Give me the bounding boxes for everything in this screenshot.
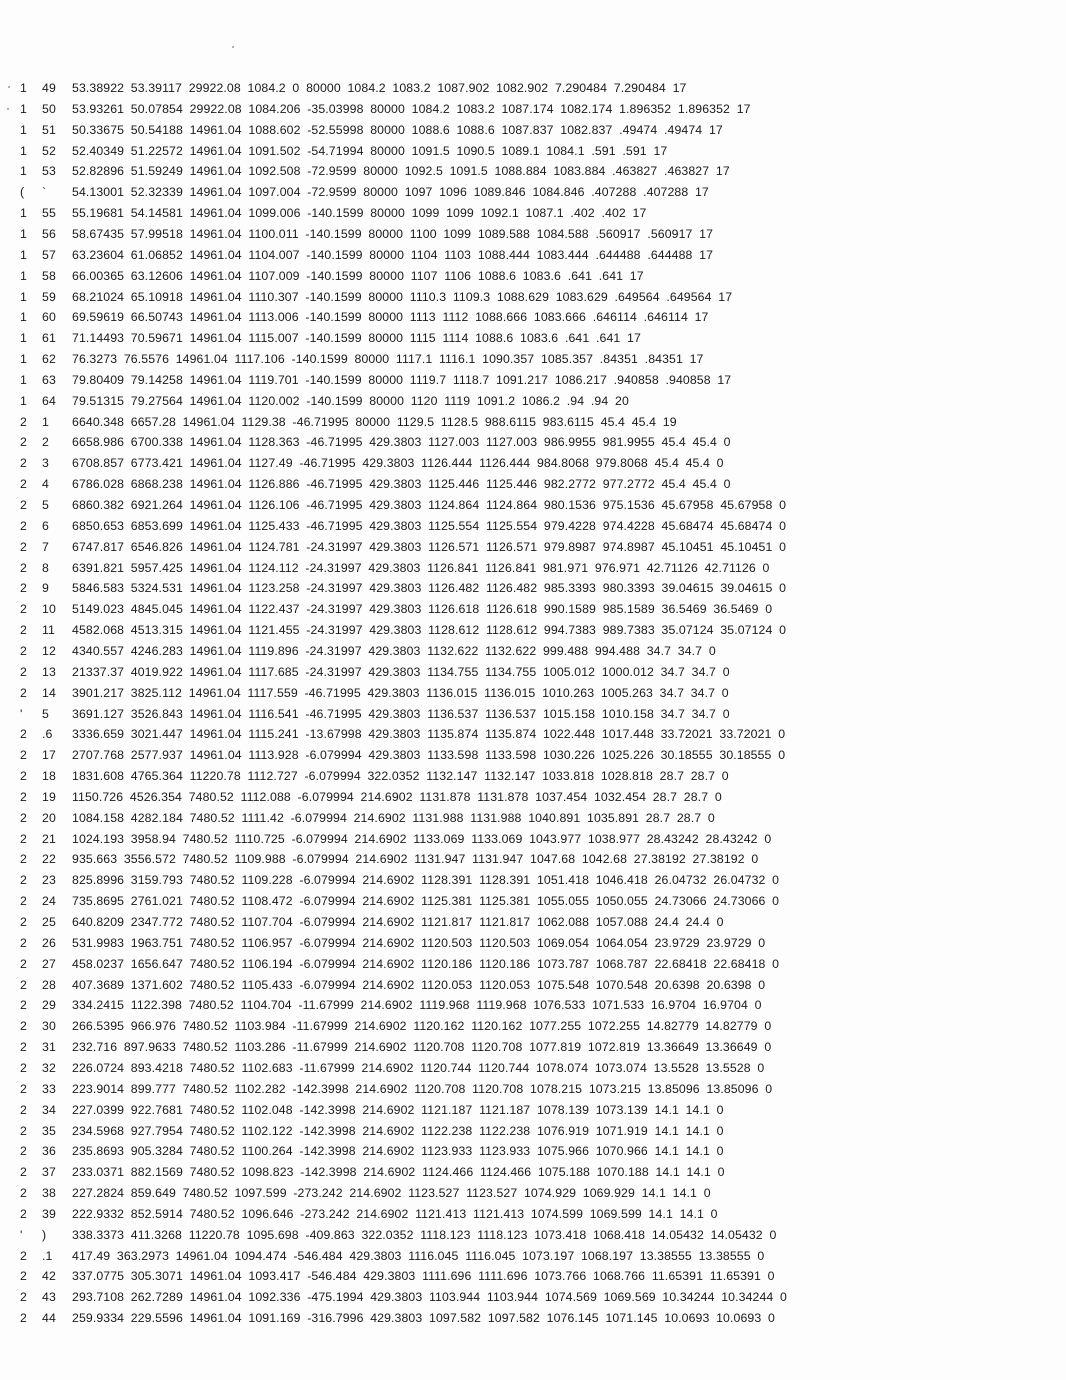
row-values: 223.9014 899.777 7480.52 1102.282 -142.3998 214.6902 1120.708 1120.708 1078.215 1073.215 13.85096 13.85096 0 [72, 1081, 773, 1096]
row-group-number: ' [20, 706, 23, 721]
row-group-number: 1 [20, 206, 27, 221]
row-index-number: 21 [42, 831, 56, 846]
row-values: 640.8209 2347.772 7480.52 1107.704 -6.079994 214.6902 1121.817 1121.817 1062.088 1057.088 24.4 24.4 0 [72, 915, 724, 929]
row-group-number: 2 [20, 727, 27, 742]
row-values: 53.93261 50.07854 29922.08 1084.206 -35.03998 80000 1084.2 1083.2 1087.174 1082.174 1.896352 1.896352 17 [72, 101, 751, 116]
row-index-number: 49 [42, 81, 56, 95]
row-group-number: 1 [20, 352, 27, 367]
row-values: 227.0399 922.7681 7480.52 1102.048 -142.3998 214.6902 1121.187 1121.187 1078.139 1073.139 14.1 14.1 0 [72, 1102, 724, 1117]
row-group-number: 2 [20, 560, 27, 575]
row-index-number: 26 [42, 935, 56, 950]
row-index-number: 56 [42, 226, 56, 241]
row-group-number: 2 [20, 477, 27, 492]
row-values: 6850.653 6853.699 14961.04 1125.433 -46.71995 429.3803 1125.554 1125.554 979.4228 974.4228 45.68474 45.68474 0 [72, 518, 787, 533]
row-values: 235.8693 905.3284 7480.52 1100.264 -142.3998 214.6902 1123.933 1123.933 1075.966 1070.966 14.1 14.1 0 [72, 1144, 724, 1159]
row-index-number: 5 [42, 498, 49, 512]
row-values: 1084.158 4282.184 7480.52 1111.42 -6.079994 214.6902 1131.988 1131.988 1040.891 1035.891 28.7 28.7 0 [72, 810, 715, 825]
row-group-number: 2 [20, 873, 27, 888]
row-group-number: 2 [20, 894, 27, 909]
row-values: 68.21024 65.10918 14961.04 1110.307 -140.1599 80000 1110.3 1109.3 1088.629 1083.629 .649564 .649564 17 [72, 289, 733, 304]
row-group-number: 2 [20, 664, 27, 679]
row-group-number: 2 [20, 831, 27, 846]
row-index-number: 33 [42, 1081, 56, 1096]
row-values: 1024.193 3958.94 7480.52 1110.725 -6.079994 214.6902 1133.069 1133.069 1043.977 1038.977 28.43242 28.43242 0 [72, 831, 772, 846]
row-index-number: 42 [42, 1269, 56, 1284]
row-values: 266.5395 966.976 7480.52 1103.984 -11.67999 214.6902 1120.162 1120.162 1077.255 1072.255 14.82779 14.82779 0 [72, 1019, 772, 1034]
row-values: 4340.557 4246.283 14961.04 1119.896 -24.31997 429.3803 1132.622 1132.622 999.488 994.488 34.7 34.7 0 [72, 643, 716, 658]
row-values: 234.5968 927.7954 7480.52 1102.122 -142.3998 214.6902 1122.238 1122.238 1076.919 1071.919 14.1 14.1 0 [72, 1123, 724, 1138]
row-index-number: 24 [42, 894, 56, 909]
row-group-number: 2 [20, 1040, 27, 1055]
row-group-number: 1 [20, 310, 27, 325]
row-group-number: ' [20, 1227, 23, 1242]
row-index-number: 28 [42, 977, 56, 992]
row-group-number: 1 [20, 247, 27, 262]
row-index-number: 6 [42, 518, 49, 533]
row-values: 6747.817 6546.826 14961.04 1124.781 -24.31997 429.3803 1126.571 1126.571 979.8987 974.8987 45.10451 45.10451 0 [72, 539, 787, 554]
row-values: 6708.857 6773.421 14961.04 1127.49 -46.71995 429.3803 1126.444 1126.444 984.8068 979.8068 45.4 45.4 0 [72, 456, 724, 471]
row-group-number: 2 [20, 1311, 27, 1326]
row-index-number: 18 [42, 769, 56, 784]
row-group-number: 2 [20, 810, 27, 825]
row-values: 6391.821 5957.425 14961.04 1124.112 -24.31997 429.3803 1126.841 1126.841 981.971 976.971 42.71126 42.71126 0 [72, 560, 770, 575]
row-values: 1150.726 4526.354 7480.52 1112.088 -6.079994 214.6902 1131.878 1131.878 1037.454 1032.454 28.7 28.7 0 [72, 789, 722, 804]
row-index-number: 39 [42, 1206, 56, 1221]
row-values: 63.23604 61.06852 14961.04 1104.007 -140.1599 80000 1104 1103 1088.444 1083.444 .644488 .644488 17 [72, 247, 714, 262]
row-index-number: 34 [42, 1102, 56, 1117]
row-values: 6860.382 6921.264 14961.04 1126.106 -46.71995 429.3803 1124.864 1124.864 980.1536 975.1536 45.67958 45.67958 0 [72, 498, 787, 512]
row-values: 58.67435 57.99518 14961.04 1100.011 -140.1599 80000 1100 1099 1089.588 1084.588 .560917 .560917 17 [72, 226, 714, 241]
row-index-number: 32 [42, 1060, 56, 1075]
row-index-number: 44 [42, 1311, 56, 1326]
row-index-number: 63 [42, 372, 56, 387]
row-group-number: 2 [20, 998, 27, 1013]
row-values: 227.2824 859.649 7480.52 1097.599 -273.242 214.6902 1123.527 1123.527 1074.929 1069.929 14.1 14.1 0 [72, 1186, 711, 1201]
row-values: 226.0724 893.4218 7480.52 1102.683 -11.67999 214.6902 1120.744 1120.744 1078.074 1073.074 13.5528 13.5528 0 [72, 1060, 765, 1075]
row-index-number: 62 [42, 352, 56, 367]
row-values: 53.38922 53.39117 29922.08 1084.2 0 80000 1084.2 1083.2 1087.902 1082.902 7.290484 7.290484 17 [72, 81, 687, 95]
row-group-number: 2 [20, 1060, 27, 1075]
row-group-number: 2 [20, 935, 27, 950]
row-group-number: 2 [20, 1206, 27, 1221]
row-values: 4582.068 4513.315 14961.04 1121.455 -24.31997 429.3803 1128.612 1128.612 994.7383 989.7383 35.07124 35.07124 0 [72, 623, 787, 638]
row-values: 233.0371 882.1569 7480.52 1098.823 -142.3998 214.6902 1124.466 1124.466 1075.188 1070.188 14.1 14.1 0 [72, 1165, 725, 1180]
row-index-number: 19 [42, 789, 56, 804]
row-values: 338.3373 411.3268 11220.78 1095.698 -409.863 322.0352 1118.123 1118.123 1073.418 1068.418 14.05432 14.05432 0 [72, 1227, 777, 1242]
row-values: 3691.127 3526.843 14961.04 1116.541 -46.71995 429.3803 1136.537 1136.537 1015.158 1010.158 34.7 34.7 0 [72, 706, 730, 721]
row-index-number: 30 [42, 1019, 56, 1034]
row-values: 531.9983 1963.751 7480.52 1106.957 -6.079994 214.6902 1120.503 1120.503 1069.054 1064.054 23.9729 23.9729 0 [72, 935, 766, 950]
row-index-number: 11 [42, 623, 55, 638]
row-group-number: 2 [20, 435, 27, 450]
row-index-number: 1 [42, 414, 49, 429]
row-index-number: 35 [42, 1123, 56, 1138]
row-group-number: 2 [20, 852, 27, 867]
row-group-number: 2 [20, 581, 27, 596]
row-group-number: 2 [20, 1102, 27, 1117]
row-index-number: 23 [42, 873, 56, 888]
row-group-number: 1 [20, 393, 27, 408]
row-index-number: 38 [42, 1186, 56, 1201]
row-index-number: 17 [42, 748, 56, 763]
row-values: 66.00365 63.12606 14961.04 1107.009 -140.1599 80000 1107 1106 1088.6 1083.6 .641 .641 17 [72, 268, 644, 283]
row-values: 1831.608 4765.364 11220.78 1112.727 -6.079994 322.0352 1132.147 1132.147 1033.818 1028.818 28.7 28.7 0 [72, 769, 729, 784]
row-group-number: 2 [20, 602, 27, 617]
scan-speck [232, 46, 234, 48]
row-group-number: 1 [20, 268, 27, 283]
scan-speck [8, 86, 10, 88]
row-group-number: 2 [20, 1165, 27, 1180]
row-index-number: 14 [42, 685, 56, 700]
row-index-number: 60 [42, 310, 56, 325]
row-group-number: 1 [20, 101, 27, 116]
row-values: 417.49 363.2973 14961.04 1094.474 -546.484 429.3803 1116.045 1116.045 1073.197 1068.197 13.38555 13.38555 0 [72, 1248, 765, 1263]
row-index-number: 43 [42, 1290, 56, 1305]
row-index-number: 7 [42, 539, 49, 554]
row-group-number: 2 [20, 414, 27, 429]
row-index-number: 5 [42, 706, 49, 721]
row-values: 54.13001 52.32339 14961.04 1097.004 -72.9599 80000 1097 1096 1089.846 1084.846 .407288 .407288 17 [72, 185, 709, 200]
row-index-number: 31 [42, 1040, 56, 1055]
row-values: 5846.583 5324.531 14961.04 1123.258 -24.31997 429.3803 1126.482 1126.482 985.3393 980.3393 39.04615 39.04615 0 [72, 581, 787, 596]
row-group-number: 2 [20, 915, 27, 929]
row-group-number: 2 [20, 1123, 27, 1138]
row-index-number: .6 [42, 727, 53, 742]
row-values: 935.663 3556.572 7480.52 1109.988 -6.079994 214.6902 1131.947 1131.947 1047.68 1042.68 27.38192 27.38192 0 [72, 852, 759, 867]
row-index-number: 57 [42, 247, 56, 262]
row-values: 232.716 897.9633 7480.52 1103.286 -11.67999 214.6902 1120.708 1120.708 1077.819 1072.819 13.36649 13.36649 0 [72, 1040, 772, 1055]
row-values: 52.40349 51.22572 14961.04 1091.502 -54.71994 80000 1091.5 1090.5 1089.1 1084.1 .591 .591 17 [72, 143, 668, 158]
row-values: 458.0237 1656.647 7480.52 1106.194 -6.079994 214.6902 1120.186 1120.186 1073.787 1068.787 22.68418 22.68418 0 [72, 956, 780, 971]
row-group-number: 2 [20, 748, 27, 763]
row-index-number: 4 [42, 477, 49, 492]
row-values: 55.19681 54.14581 14961.04 1099.006 -140.1599 80000 1099 1099 1092.1 1087.1 .402 .402 17 [72, 206, 647, 221]
row-group-number: 2 [20, 789, 27, 804]
row-index-number: 13 [42, 664, 56, 679]
row-group-number: 1 [20, 143, 27, 158]
row-group-number: 1 [20, 289, 27, 304]
row-index-number: 64 [42, 393, 56, 408]
row-values: 6786.028 6868.238 14961.04 1126.886 -46.71995 429.3803 1125.446 1125.446 982.2772 977.2772 45.4 45.4 0 [72, 477, 731, 492]
row-group-number: 1 [20, 331, 27, 346]
row-index-number: 59 [42, 289, 56, 304]
row-index-number: .1 [42, 1248, 53, 1263]
row-group-number: 2 [20, 456, 27, 471]
row-values: 79.51315 79.27564 14961.04 1120.002 -140.1599 80000 1120 1119 1091.2 1086.2 .94 .94 20 [72, 393, 629, 408]
row-values: 2707.768 2577.937 14961.04 1113.928 -6.079994 429.3803 1133.598 1133.598 1030.226 1025.226 30.18555 30.18555 0 [72, 748, 786, 763]
row-group-number: 2 [20, 1269, 27, 1284]
row-values: 6640.348 6657.28 14961.04 1129.38 -46.71995 80000 1129.5 1128.5 988.6115 983.6115 45.4 45.4 19 [72, 414, 677, 429]
row-group-number: 2 [20, 1186, 27, 1201]
row-values: 3336.659 3021.447 14961.04 1115.241 -13.67998 429.3803 1135.874 1135.874 1022.448 1017.448 33.72021 33.72021 0 [72, 727, 786, 742]
row-index-number: ) [42, 1227, 47, 1242]
row-values: 69.59619 66.50743 14961.04 1113.006 -140.1599 80000 1113 1112 1088.666 1083.666 .646114 .646114 17 [72, 310, 709, 325]
row-group-number: 2 [20, 643, 27, 658]
row-values: 6658.986 6700.338 14961.04 1128.363 -46.71995 429.3803 1127.003 1127.003 986.9955 981.9955 45.4 45.4 0 [72, 435, 731, 450]
row-group-number: 1 [20, 81, 27, 95]
row-index-number: 27 [42, 956, 56, 971]
row-values: 735.8695 2761.021 7480.52 1108.472 -6.079994 214.6902 1125.381 1125.381 1055.055 1050.055 24.73066 24.73066 0 [72, 894, 780, 909]
row-index-number: 9 [42, 581, 49, 596]
row-index-number: 37 [42, 1165, 56, 1180]
row-values: 21337.37 4019.922 14961.04 1117.685 -24.31997 429.3803 1134.755 1134.755 1005.012 1000.012 34.7 34.7 0 [72, 664, 730, 679]
row-values: 293.7108 262.7289 14961.04 1092.336 -475.1994 429.3803 1103.944 1103.944 1074.569 1069.569 10.34244 10.34244 0 [72, 1290, 787, 1305]
row-group-number: 1 [20, 122, 27, 137]
row-index-number: 20 [42, 810, 56, 825]
row-group-number: 2 [20, 977, 27, 992]
row-group-number: 2 [20, 1081, 27, 1096]
row-index-number: 50 [42, 101, 56, 116]
row-values: 407.3689 1371.602 7480.52 1105.433 -6.079994 214.6902 1120.053 1120.053 1075.548 1070.548 20.6398 20.6398 0 [72, 977, 766, 992]
row-index-number: 36 [42, 1144, 56, 1159]
row-values: 79.80409 79.14258 14961.04 1119.701 -140.1599 80000 1119.7 1118.7 1091.217 1086.217 .940858 .940858 17 [72, 372, 732, 387]
row-index-number: 12 [42, 643, 56, 658]
row-group-number: 2 [20, 518, 27, 533]
row-group-number: 1 [20, 372, 27, 387]
row-group-number: 2 [20, 539, 27, 554]
row-group-number: 2 [20, 1290, 27, 1305]
row-group-number: 1 [20, 226, 27, 241]
row-group-number: 2 [20, 1144, 27, 1159]
row-group-number: 2 [20, 956, 27, 971]
row-group-number: 1 [20, 164, 27, 179]
row-index-number: 52 [42, 143, 56, 158]
row-group-number: 2 [20, 1248, 27, 1263]
row-values: 3901.217 3825.112 14961.04 1117.559 -46.71995 429.3803 1136.015 1136.015 1010.263 1005.263 34.7 34.7 0 [72, 685, 729, 700]
row-group-number: 2 [20, 623, 27, 638]
row-index-number: 53 [42, 164, 56, 179]
row-index-number: 22 [42, 852, 56, 867]
row-index-number: 10 [42, 602, 56, 617]
row-group-number: 2 [20, 498, 27, 512]
row-index-number: 25 [42, 915, 56, 929]
row-index-number: 55 [42, 206, 56, 221]
row-index-number: 29 [42, 998, 56, 1013]
row-index-number: 8 [42, 560, 49, 575]
row-values: 52.82896 51.59249 14961.04 1092.508 -72.9599 80000 1092.5 1091.5 1088.884 1083.884 .463827 .463827 17 [72, 164, 730, 179]
row-group-number: ( [20, 185, 25, 200]
row-values: 5149.023 4845.045 14961.04 1122.437 -24.31997 429.3803 1126.618 1126.618 990.1589 985.1589 36.5469 36.5469 0 [72, 602, 773, 617]
row-values: 337.0775 305.3071 14961.04 1093.417 -546.484 429.3803 1111.696 1111.696 1073.766 1068.766 11.65391 11.65391 0 [72, 1269, 775, 1284]
row-group-number: 2 [20, 685, 27, 700]
row-group-number: 2 [20, 769, 27, 784]
row-index-number: ` [42, 185, 47, 200]
scan-speck [7, 108, 9, 110]
row-values: 76.3273 76.5576 14961.04 1117.106 -140.1599 80000 1117.1 1116.1 1090.357 1085.357 .84351 .84351 17 [72, 352, 704, 367]
row-values: 50.33675 50.54188 14961.04 1088.602 -52.55998 80000 1088.6 1088.6 1087.837 1082.837 .49474 .49474 17 [72, 122, 723, 137]
row-index-number: 58 [42, 268, 56, 283]
row-index-number: 51 [42, 122, 56, 137]
row-values: 825.8996 3159.793 7480.52 1109.228 -6.079994 214.6902 1128.391 1128.391 1051.418 1046.418 26.04732 26.04732 0 [72, 873, 780, 888]
row-values: 71.14493 70.59671 14961.04 1115.007 -140.1599 80000 1115 1114 1088.6 1083.6 .641 .641 17 [72, 331, 641, 346]
row-group-number: 2 [20, 1019, 27, 1034]
row-values: 222.9332 852.5914 7480.52 1096.646 -273.242 214.6902 1121.413 1121.413 1074.599 1069.599 14.1 14.1 0 [72, 1206, 718, 1221]
row-values: 334.2415 1122.398 7480.52 1104.704 -11.67999 214.6902 1119.968 1119.968 1076.533 1071.533 16.9704 16.9704 0 [72, 998, 762, 1013]
row-index-number: 2 [42, 435, 49, 450]
row-values: 259.9334 229.5596 14961.04 1091.169 -316.7996 429.3803 1097.582 1097.582 1076.145 1071.145 10.0693 10.0693 0 [72, 1311, 775, 1326]
row-index-number: 61 [42, 331, 56, 346]
row-index-number: 3 [42, 456, 49, 471]
